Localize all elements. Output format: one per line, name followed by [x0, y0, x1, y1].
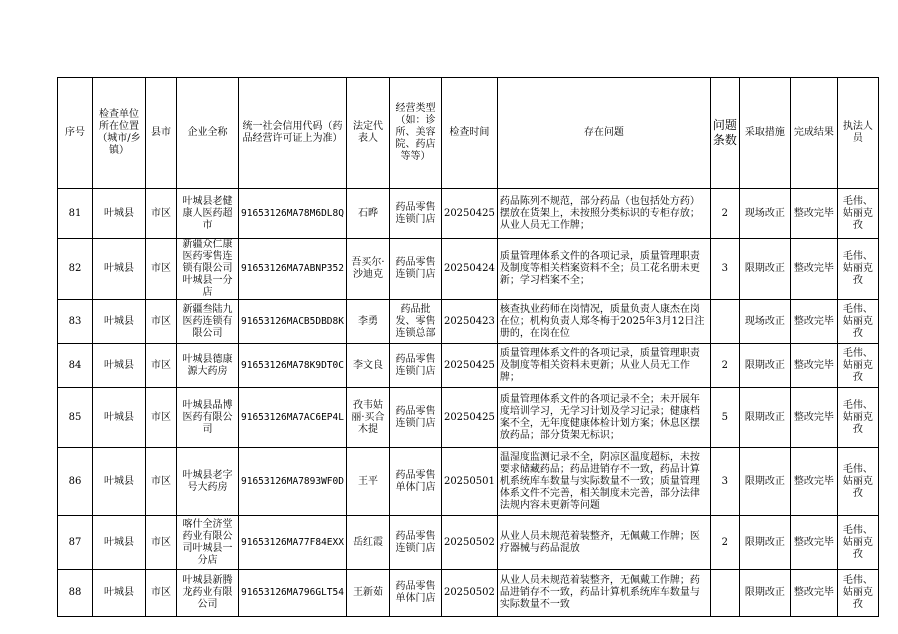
cell-enforcer: 毛伟、姑丽克孜	[837, 344, 878, 388]
cell-company: 叶城县新腾龙药业有限公司	[177, 570, 239, 617]
cell-seq: 88	[58, 570, 93, 617]
cell-company: 新疆叁陆九医药连锁有限公司	[177, 300, 239, 344]
header-issue-count: 问题条数	[710, 78, 739, 189]
cell-result: 整改完毕	[790, 570, 837, 617]
cell-code: 91653126MA7ABNP352	[239, 239, 347, 300]
cell-seq: 84	[58, 344, 93, 388]
cell-location: 叶城县	[93, 516, 146, 570]
cell-type: 药品批发、零售连锁总部	[389, 300, 441, 344]
cell-result: 整改完毕	[790, 448, 837, 516]
cell-enforcer: 毛伟、姑丽克孜	[837, 239, 878, 300]
cell-city: 市区	[146, 516, 177, 570]
cell-company: 叶城县德康源大药房	[177, 344, 239, 388]
cell-location: 叶城县	[93, 388, 146, 448]
cell-type: 药品零售连锁门店	[389, 189, 441, 239]
cell-result: 整改完毕	[790, 516, 837, 570]
cell-company: 叶城县晶博医药有限公司	[177, 388, 239, 448]
table-row	[58, 448, 879, 516]
cell-date: 20250425	[441, 344, 497, 388]
table-row	[58, 388, 879, 448]
header-row	[58, 78, 879, 189]
header-issues: 存在问题	[497, 78, 710, 189]
cell-issues: 核查执业药师在岗情况，质量负责人康杰在岗在位；机构负责人郑冬梅于2025年3月12日注册的，在岗在位	[497, 300, 710, 344]
cell-enforcer: 毛伟、姑丽克孜	[837, 388, 878, 448]
cell-count	[710, 300, 739, 344]
cell-company: 喀什全济堂药业有限公司叶城县一分店	[177, 516, 239, 570]
cell-enforcer: 毛伟、姑丽克孜	[837, 570, 878, 617]
cell-issues: 质量管理体系文件的各项记录不全；未开展年度培训学习，无学习计划及学习记录；健康档案不全，无年度健康体检计划方案；休息区摆放药品；部分货架无标识；	[497, 388, 710, 448]
header-unit-location: 检查单位所在位置（城市/乡镇）	[93, 78, 146, 189]
cell-seq: 82	[58, 239, 93, 300]
cell-type: 药品零售连锁门店	[389, 239, 441, 300]
table-row	[58, 516, 879, 570]
cell-rep: 岳红霞	[346, 516, 389, 570]
table-row	[58, 344, 879, 388]
cell-company: 叶城县老字号大药房	[177, 448, 239, 516]
cell-issues: 质量管理体系文件的各项记录，质量管理职责及制度等相关资料未更新；从业人员无工作牌；	[497, 344, 710, 388]
cell-result: 整改完毕	[790, 189, 837, 239]
inspection-table	[57, 77, 879, 617]
cell-count: 2	[710, 516, 739, 570]
table-row	[58, 570, 879, 617]
header-company: 企业全称	[177, 78, 239, 189]
cell-rep: 李文良	[346, 344, 389, 388]
cell-count: 3	[710, 239, 739, 300]
cell-code: 91653126MA78M6DL8Q	[239, 189, 347, 239]
header-enforcer: 执法人员	[837, 78, 878, 189]
cell-type: 药品零售连锁门店	[389, 516, 441, 570]
cell-location: 叶城县	[93, 189, 146, 239]
cell-issues: 温湿度监测记录不全，阴凉区温度超标，未按要求储藏药品；药品进销存不一致，药品计算机系统库车数量与实际数量不一致；质量管理体系文件不完善，相关制度未完善，部分法律法规内容未更新等问题	[497, 448, 710, 516]
cell-seq: 87	[58, 516, 93, 570]
header-credit-code: 统一社会信用代码（药品经营许可证上为准）	[239, 78, 347, 189]
cell-date: 20250425	[441, 189, 497, 239]
cell-code: 91653126MA77F84EXX	[239, 516, 347, 570]
cell-enforcer: 毛伟、姑丽克孜	[837, 300, 878, 344]
cell-location: 叶城县	[93, 239, 146, 300]
header-measures: 采取措施	[739, 78, 790, 189]
cell-issues: 从业人员未规范着装整齐，无佩戴工作牌；药品进销存不一致，药品计算机系统库车数量与实际数量不一致	[497, 570, 710, 617]
table-row	[58, 239, 879, 300]
cell-result: 整改完毕	[790, 388, 837, 448]
cell-measure: 限期改正	[739, 344, 790, 388]
cell-issues: 药品陈列不规范，部分药品（也包括处方药）摆放在货架上，未按照分类标识的专柜存放；从业人员无工作牌；	[497, 189, 710, 239]
cell-type: 药品零售单体门店	[389, 570, 441, 617]
header-biz-type: 经营类型（如：诊所、美容院、药店等等）	[389, 78, 441, 189]
cell-code: 91653126MA7AC6EP4L	[239, 388, 347, 448]
cell-code: 91653126MACB5DBD8K	[239, 300, 347, 344]
cell-date: 20250501	[441, 448, 497, 516]
cell-rep: 吾买尔·沙迪克	[346, 239, 389, 300]
cell-issues: 质量管理体系文件的各项记录，质量管理职责及制度等相关档案资料不全；员工花名册未更新；学习档案不全；	[497, 239, 710, 300]
cell-city: 市区	[146, 570, 177, 617]
header-inspect-date: 检查时间	[441, 78, 497, 189]
header-result: 完成结果	[790, 78, 837, 189]
cell-date: 20250502	[441, 570, 497, 617]
cell-rep: 孜韦姑丽·买合木提	[346, 388, 389, 448]
cell-seq: 86	[58, 448, 93, 516]
cell-code: 91653126MA78K9DT0C	[239, 344, 347, 388]
cell-rep: 王新茹	[346, 570, 389, 617]
cell-result: 整改完毕	[790, 239, 837, 300]
cell-location: 叶城县	[93, 570, 146, 617]
cell-type: 药品零售单体门店	[389, 448, 441, 516]
cell-date: 20250425	[441, 388, 497, 448]
cell-result: 整改完毕	[790, 300, 837, 344]
cell-count: 3	[710, 448, 739, 516]
cell-city: 市区	[146, 300, 177, 344]
cell-code: 91653126MA796GLT54	[239, 570, 347, 617]
cell-type: 药品零售连锁门店	[389, 344, 441, 388]
cell-issues: 从业人员未规范着装整齐，无佩戴工作牌；医疗器械与药品混放	[497, 516, 710, 570]
cell-city: 市区	[146, 344, 177, 388]
cell-code: 91653126MA7893WF0D	[239, 448, 347, 516]
cell-measure: 限期改正	[739, 239, 790, 300]
cell-rep: 李勇	[346, 300, 389, 344]
header-city: 县市	[146, 78, 177, 189]
table-row	[58, 189, 879, 239]
cell-company: 叶城县老健康人医药超市	[177, 189, 239, 239]
cell-count: 2	[710, 189, 739, 239]
cell-location: 叶城县	[93, 300, 146, 344]
cell-count: 5	[710, 388, 739, 448]
cell-rep: 王平	[346, 448, 389, 516]
cell-city: 市区	[146, 388, 177, 448]
cell-enforcer: 毛伟、姑丽克孜	[837, 516, 878, 570]
cell-measure: 限期改正	[739, 516, 790, 570]
table-row	[58, 300, 879, 344]
cell-rep: 石晔	[346, 189, 389, 239]
cell-measure: 限期改正	[739, 570, 790, 617]
cell-city: 市区	[146, 448, 177, 516]
cell-date: 20250424	[441, 239, 497, 300]
cell-count	[710, 570, 739, 617]
cell-count: 2	[710, 344, 739, 388]
cell-company: 新疆众仁康医药零售连锁有限公司叶城县一分店	[177, 239, 239, 300]
cell-city: 市区	[146, 239, 177, 300]
cell-type: 药品零售连锁门店	[389, 388, 441, 448]
cell-measure: 现场改正	[739, 189, 790, 239]
header-seq: 序号	[58, 78, 93, 189]
cell-location: 叶城县	[93, 344, 146, 388]
cell-seq: 85	[58, 388, 93, 448]
cell-result: 整改完毕	[790, 344, 837, 388]
cell-measure: 限期改正	[739, 448, 790, 516]
cell-measure: 现场改正	[739, 300, 790, 344]
cell-date: 20250502	[441, 516, 497, 570]
cell-location: 叶城县	[93, 448, 146, 516]
header-legal-rep: 法定代表人	[346, 78, 389, 189]
cell-enforcer: 毛伟、姑丽克孜	[837, 189, 878, 239]
cell-seq: 83	[58, 300, 93, 344]
cell-enforcer: 毛伟、姑丽克孜	[837, 448, 878, 516]
cell-measure: 限期改正	[739, 388, 790, 448]
cell-city: 市区	[146, 189, 177, 239]
cell-date: 20250423	[441, 300, 497, 344]
cell-seq: 81	[58, 189, 93, 239]
